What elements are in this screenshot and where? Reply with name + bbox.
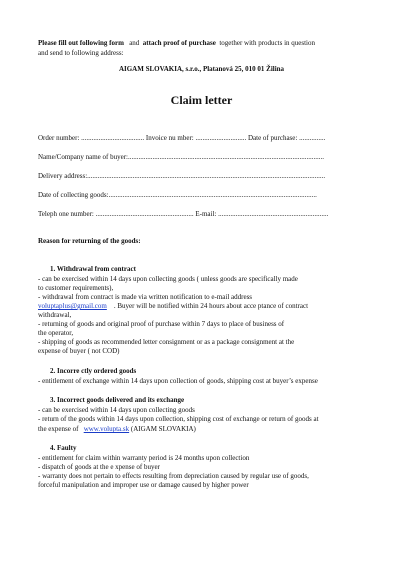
telephone-email-field[interactable]: Teleph one number: ........................................................ E-mail: ............................................................... xyxy=(38,210,329,218)
intro-bold-a: Please fill out following form xyxy=(38,39,124,47)
page-title: Claim letter xyxy=(170,93,233,107)
section-4-line: - warranty does not pertain to effects resulting from depreciation caused by regular use of goods, xyxy=(38,472,309,480)
section-1-line: voluptaplus@gmail.com . Buyer will be notified within 24 hours about acce ptance of contract xyxy=(38,302,309,310)
reason-heading: Reason for returning of the goods: xyxy=(38,237,141,245)
section-1-line: expense of buyer ( not COD) xyxy=(38,347,120,355)
collecting-date-field[interactable]: Date of collecting goods:....................................................................................................................... xyxy=(38,191,317,199)
section-1-line: to customer requirements), xyxy=(38,284,114,292)
intro-line-2: and send to following address: xyxy=(38,49,124,57)
section-1-line: - can be exercised within 14 days upon collecting goods ( unless goods are specifically made xyxy=(38,275,298,283)
intro-normal-a: and xyxy=(129,39,140,47)
section-1-line: - returning of goods and original proof of purchase within 7 days to place of business of xyxy=(38,320,285,328)
intro-bold-b: attach proof of purchase xyxy=(142,39,216,47)
section-2-heading: 2. Incorre ctly ordered goods xyxy=(50,367,137,375)
section-1-line: the operator, xyxy=(38,329,74,337)
section-4-line: - dispatch of goods at the e xpense of buyer xyxy=(38,463,160,471)
intro-normal-b: together with products in question xyxy=(219,39,315,47)
company-address: AIGAM SLOVAKIA, s.r.o., Platanová 25, 010 01 Žilina xyxy=(118,65,285,73)
section-2-line: - entitlement of exchange within 14 days upon collection of goods, shipping cost at buyer’s expense xyxy=(38,377,318,385)
order-number-field[interactable]: Order number: .................................... Invoice nu mber: ............................. Date of purchase: ............... xyxy=(38,134,326,142)
intro-line-1 xyxy=(38,39,315,48)
buyer-name-field[interactable]: Name/Company name of buyer:................................................................................................................ xyxy=(38,153,325,161)
section-4-heading: 4. Faulty xyxy=(50,444,77,452)
section-4-line: forceful manipulation and improper use or damage caused by higher power xyxy=(38,481,249,489)
section-1-line: - shipping of goods as recommended letter consignment or as a package consignment at the xyxy=(38,338,295,346)
section-3-line: - return of the goods within 14 days upon collection, shipping cost of exchange or return of goods at xyxy=(38,415,319,423)
email-link[interactable]: voluptaplus@gmail.com xyxy=(38,302,107,310)
section-3-heading: 3. Incorrect goods delivered and its exchange xyxy=(50,396,185,404)
section-1-line: - withdrawal from contract is made via written notification to e-mail address xyxy=(38,293,253,301)
section-1-line: withdrawal, xyxy=(38,311,72,319)
section-3-line: - can be exercised within 14 days upon collecting goods xyxy=(38,406,195,414)
delivery-address-field[interactable]: Delivery address:........................................................................................................................................ xyxy=(38,172,326,180)
section-4-line: - entitlement for claim within warranty period is 24 months upon collection xyxy=(38,454,250,462)
section-1-heading: 1. Withdrawal from contract xyxy=(50,265,136,273)
section-3-line: the expense of www.volupta.sk (AIGAM SLOVAKIA) xyxy=(38,425,196,433)
website-link[interactable]: www.volupta.sk xyxy=(83,425,130,433)
